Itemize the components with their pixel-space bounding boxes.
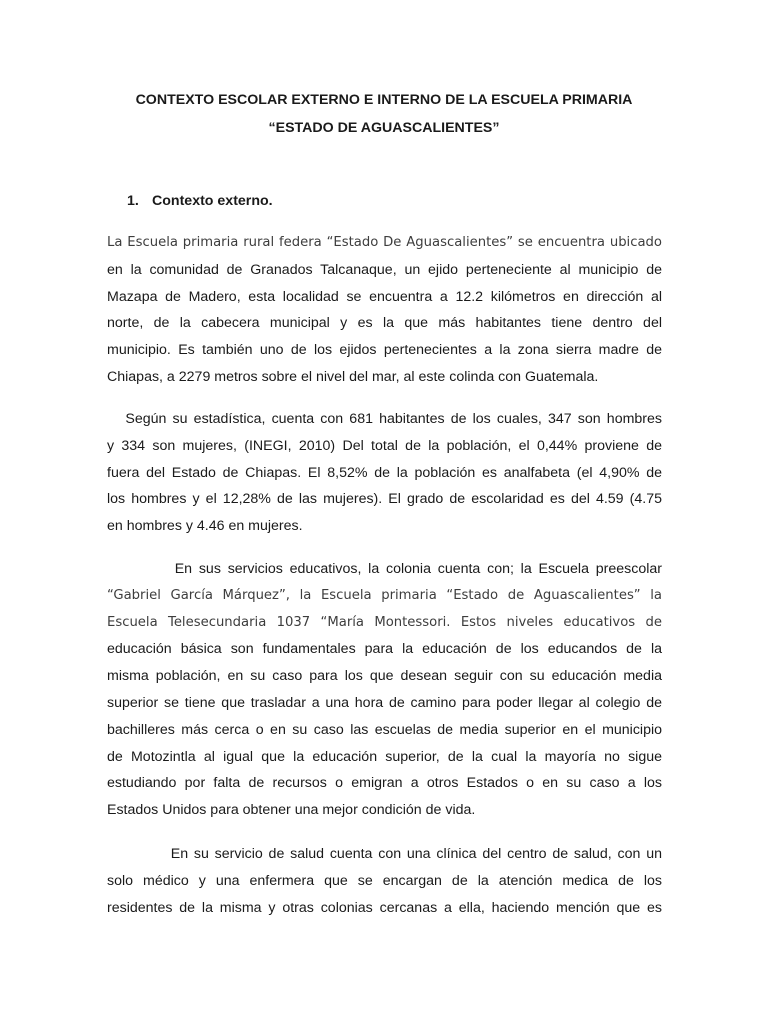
paragraph-line: educación básica son fundamentales para la educación de los educandos de la: [107, 641, 662, 658]
paragraph-line: “Gabriel García Márquez”, la Escuela primaria “Estado de Aguascalientes” la: [107, 587, 662, 603]
paragraph-line: en hombres y 4.46 en mujeres.: [107, 518, 303, 535]
paragraph-1: [107, 234, 662, 395]
paragraph-line: residentes de la misma y otras colonias cercanas a ella, haciendo mención que es: [107, 899, 662, 916]
paragraph-line: misma población, en su caso para los que desean seguir con su educación media: [107, 668, 662, 685]
section-number: 1.: [127, 193, 139, 209]
paragraph-line: Estados Unidos para obtener una mejor condición de vida.: [107, 802, 476, 819]
paragraph-line: fuera del Estado de Chiapas. El 8,52% de la población es analfabeta (el 4,90% de: [107, 464, 662, 481]
paragraph-line: La Escuela primaria rural federa “Estado De Aguascalientes” se encuentra ubicado: [107, 235, 662, 250]
paragraph-2: [107, 410, 662, 544]
paragraph-line: los hombres y el 12,28% de las mujeres). El grado de escolaridad es del 4.59 (4.75: [107, 491, 662, 508]
paragraph-line: solo médico y una enfermera que se encargan de la atención medica de los: [107, 872, 662, 889]
paragraph-line: Según su estadística, cuenta con 681 habitantes de los cuales, 347 son hombres: [107, 411, 662, 427]
paragraph-line: Mazapa de Madero, esta localidad se encuentra a 12.2 kilómetros en dirección al: [107, 288, 662, 305]
paragraph-line: bachilleres más cerca o en su caso las escuelas de media superior en el municipio: [107, 721, 662, 738]
document-title-line-2: “ESTADO DE AGUASCALIENTES”: [268, 120, 500, 136]
paragraph-line: Chiapas, a 2279 metros sobre el nivel del mar, al este colinda con Guatemala.: [107, 368, 599, 385]
paragraph-3: [107, 560, 662, 828]
section-title: Contexto externo.: [152, 193, 273, 209]
paragraph-line: en la comunidad de Granados Talcanaque, un ejido perteneciente al municipio de: [107, 261, 662, 278]
paragraph-line: estudiando por falta de recursos o emigran a otros Estados o en su caso a los: [107, 775, 662, 792]
paragraph-line: norte, de la cabecera municipal y es la que más habitantes tiene dentro del: [107, 315, 662, 332]
paragraph-4: [107, 845, 662, 925]
paragraph-line: superior se tiene que trasladar a una hora de camino para poder llegar al colegio de: [107, 694, 662, 711]
paragraph-line: municipio. Es también uno de los ejidos pertenecientes a la zona sierra madre de: [107, 342, 662, 359]
paragraph-line: y 334 son mujeres, (INEGI, 2010) Del total de la población, el 0,44% proviene de: [107, 437, 662, 454]
document-title-line-1: CONTEXTO ESCOLAR EXTERNO E INTERNO DE LA ESCUELA PRIMARIA: [135, 92, 633, 108]
paragraph-line: Escuela Telesecundaria 1037 “María Montessori. Estos niveles educativos de: [107, 614, 662, 630]
paragraph-line: En sus servicios educativos, la colonia cuenta con; la Escuela preescolar: [107, 561, 662, 577]
paragraph-line: En su servicio de salud cuenta con una clínica del centro de salud, con un: [107, 846, 662, 862]
section-heading: [127, 193, 273, 209]
paragraph-line: de Motozintla al igual que la educación superior, de la cual la mayoría no sigue: [107, 748, 662, 765]
